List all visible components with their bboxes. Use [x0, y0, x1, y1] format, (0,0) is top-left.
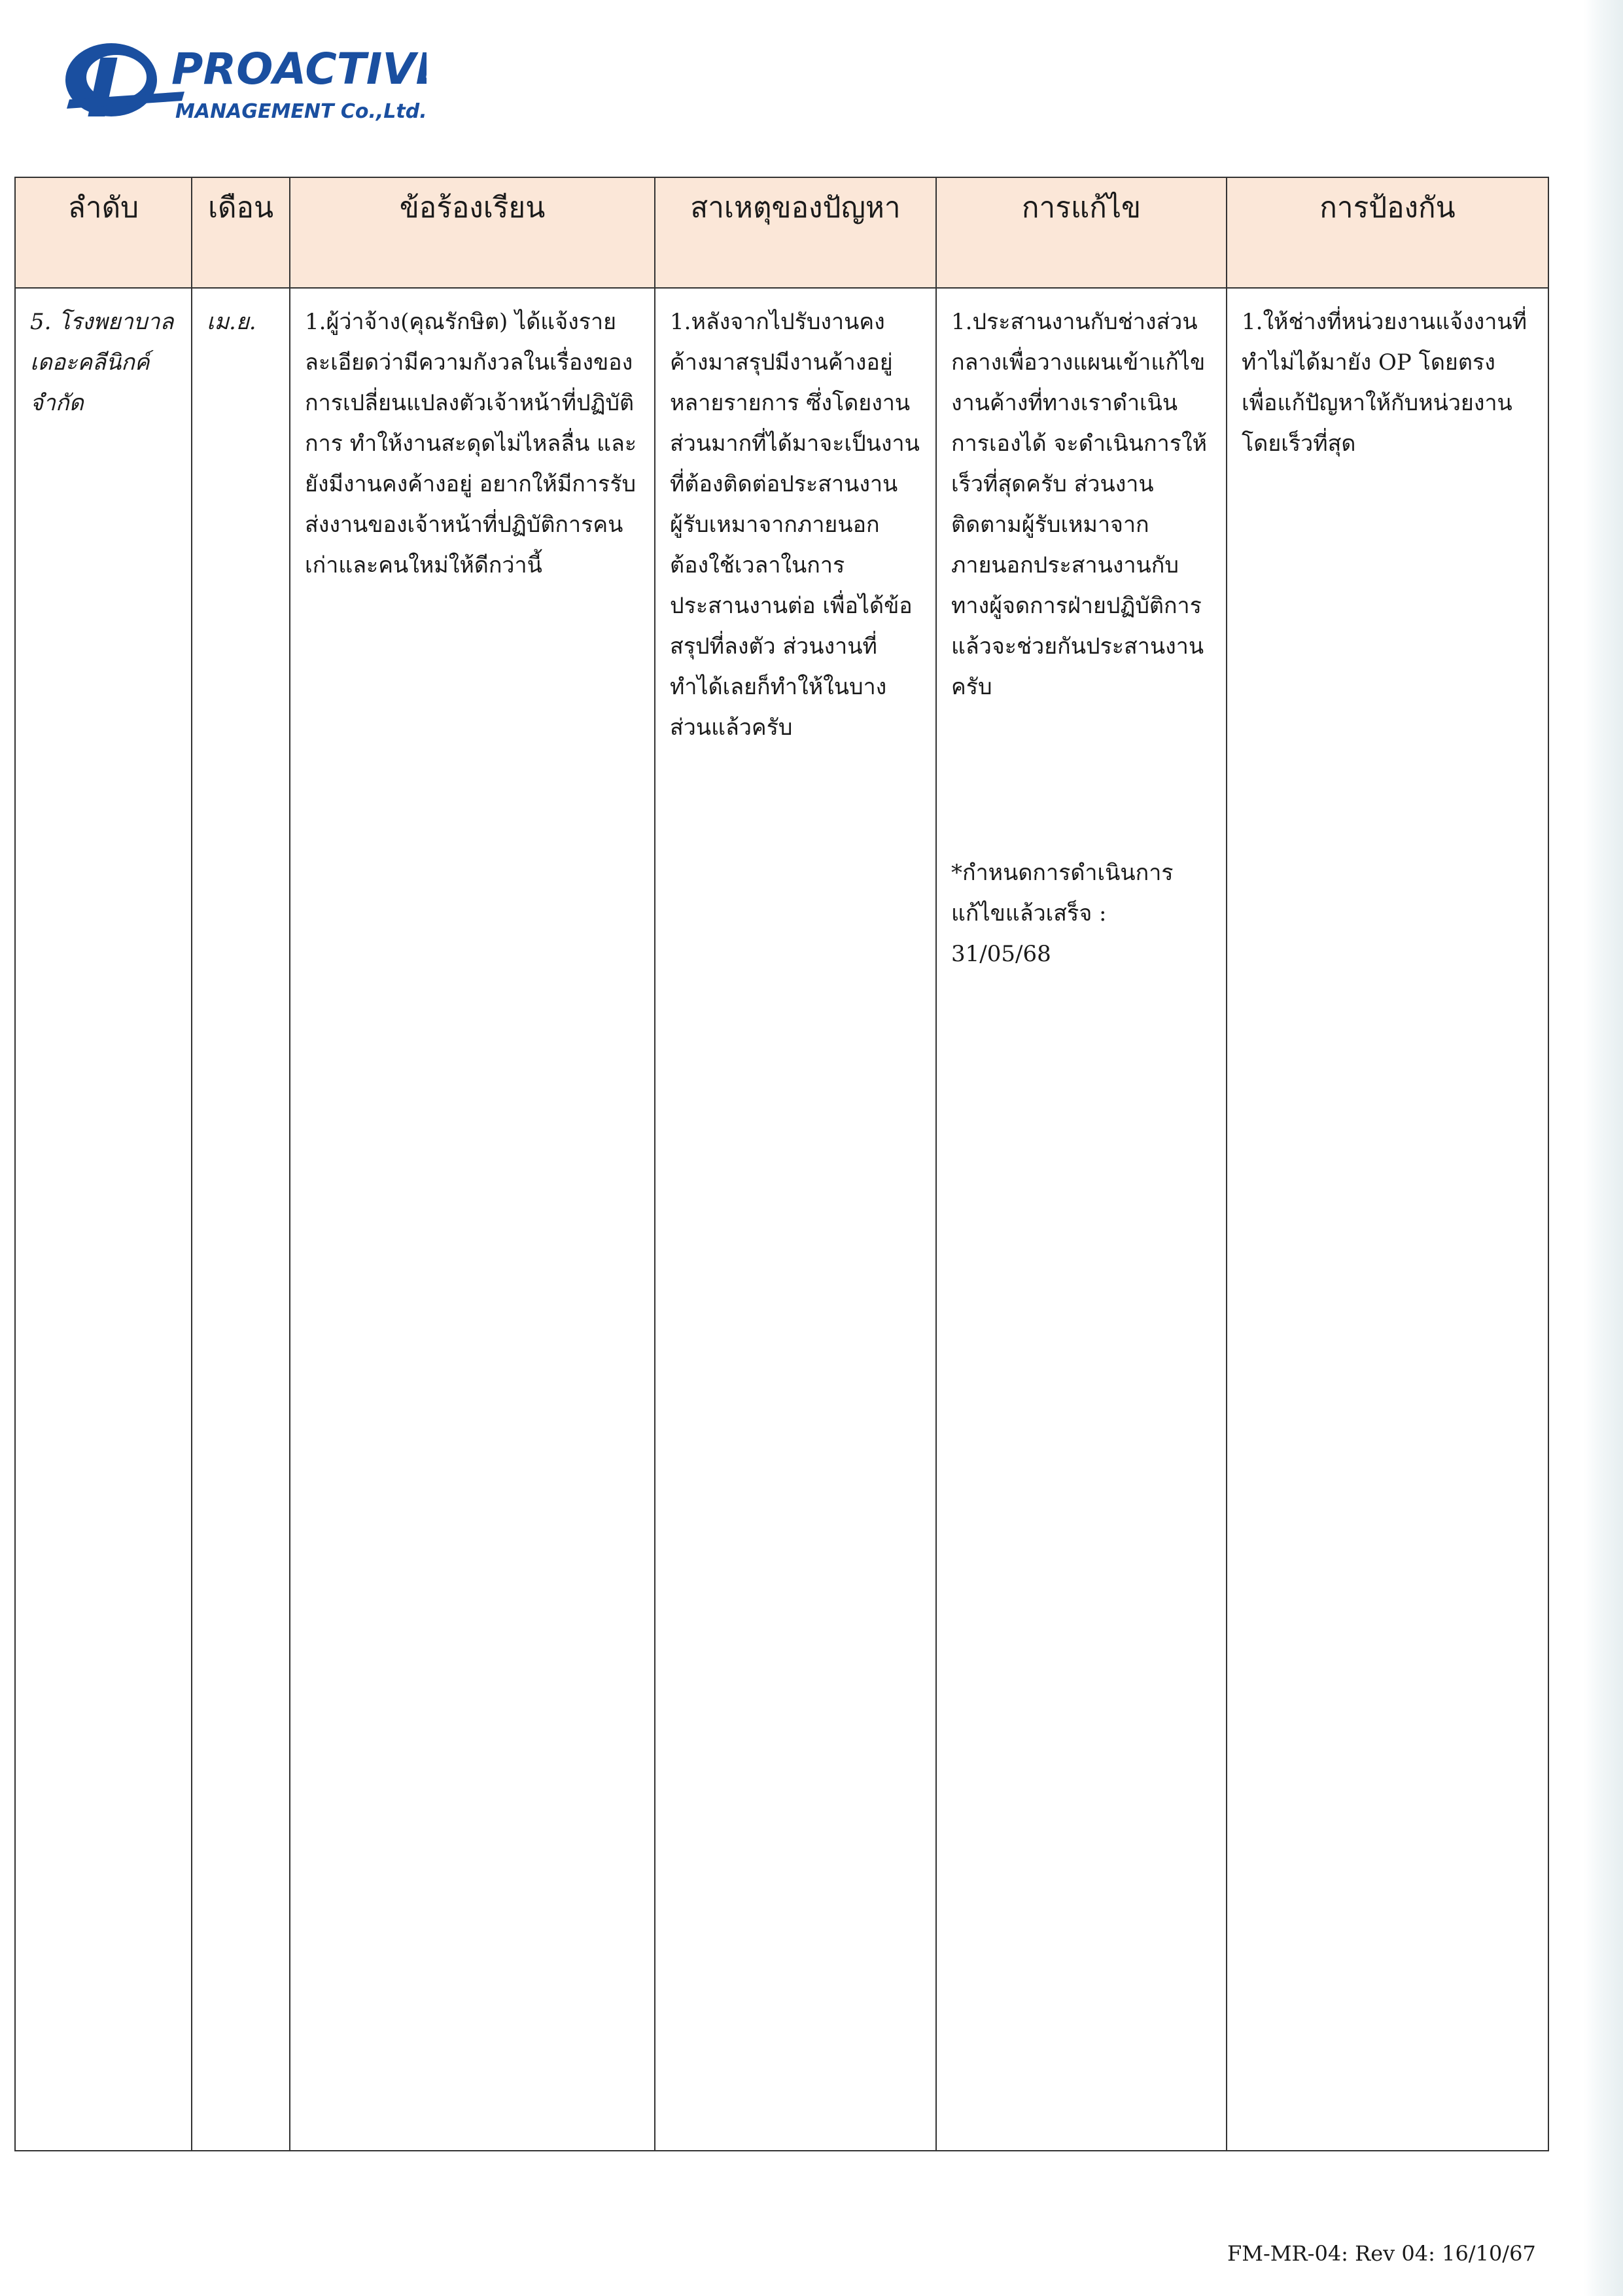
fix-text: 1.ประสานงานกับช่างส่วนกลางเพื่อวางแผนเข้าแก้ไขงานค้างที่ทางเราดำเนินการเองได้ จะดำเนินการให้เร็วที่สุดครับ ส่วนงานติดตามผู้รับเหมาจากภายนอกประสานงานกับทางผู้จดการฝ่ายปฏิบัติการแล้วจะช่วยกันประสานงานครับ [951, 309, 1207, 700]
cell-month: เม.ย. [192, 288, 290, 2151]
proactive-logo-icon [60, 31, 427, 130]
scan-edge [1584, 0, 1623, 2296]
fix-note: *กำหนดการดำเนินการแก้ไขแล้วเสร็จ : 31/05/68 [951, 860, 1174, 967]
header-prevent: การป้องกัน [1227, 177, 1548, 288]
cell-prevent: 1.ให้ช่างที่หน่วยงานแจ้งงานที่ทำไม่ได้มายัง OP โดยตรง เพื่อแก้ปัญหาให้กับหน่วยงานโดยเร็วที่สุด [1227, 288, 1548, 2151]
logo-name: PROACTIVE [171, 44, 427, 94]
cell-fix [936, 288, 1227, 2151]
header-cause: สาเหตุของปัญหา [655, 177, 936, 288]
company-logo [60, 31, 427, 130]
complaint-table [14, 177, 1548, 2151]
header-seq: ลำดับ [15, 177, 192, 288]
cell-seq: 5. โรงพยาบาล เดอะคลีนิกค์ จำกัด [15, 288, 192, 2151]
header-month: เดือน [192, 177, 290, 288]
table-row [15, 288, 1548, 2151]
cell-cause: 1.หลังจากไปรับงานคงค้างมาสรุปมีงานค้างอยู่หลายรายการ ซึ่งโดยงานส่วนมากที่ได้มาจะเป็นงานที่ต้องติดต่อประสานงานผู้รับเหมาจากภายนอก ต้องใช้เวลาในการประสานงานต่อ เพื่อได้ข้อสรุปที่ลงตัว ส่วนงานที่ทำได้เลยก็ทำให้ในบางส่วนแล้วครับ [655, 288, 936, 2151]
header-fix: การแก้ไข [936, 177, 1227, 288]
table-header-row [15, 177, 1548, 288]
form-code: FM-MR-04: Rev 04: 16/10/67 [1227, 2241, 1536, 2266]
logo-sub: MANAGEMENT Co.,Ltd. [175, 100, 427, 123]
cell-complaint: 1.ผู้ว่าจ้าง(คุณรักษิต) ได้แจ้งรายละเอียดว่ามีความกังวลในเรื่องของการเปลี่ยนแปลงตัวเจ้าหน้าที่ปฏิบัติการ ทำให้งานสะดุดไม่ไหลลื่น และยังมีงานคงค้างอยู่ อยากให้มีการรับส่งงานของเจ้าหน้าที่ปฏิบัติการคนเก่าและคนใหม่ให้ดีกว่านี้ [290, 288, 655, 2151]
header-complaint: ข้อร้องเรียน [290, 177, 655, 288]
